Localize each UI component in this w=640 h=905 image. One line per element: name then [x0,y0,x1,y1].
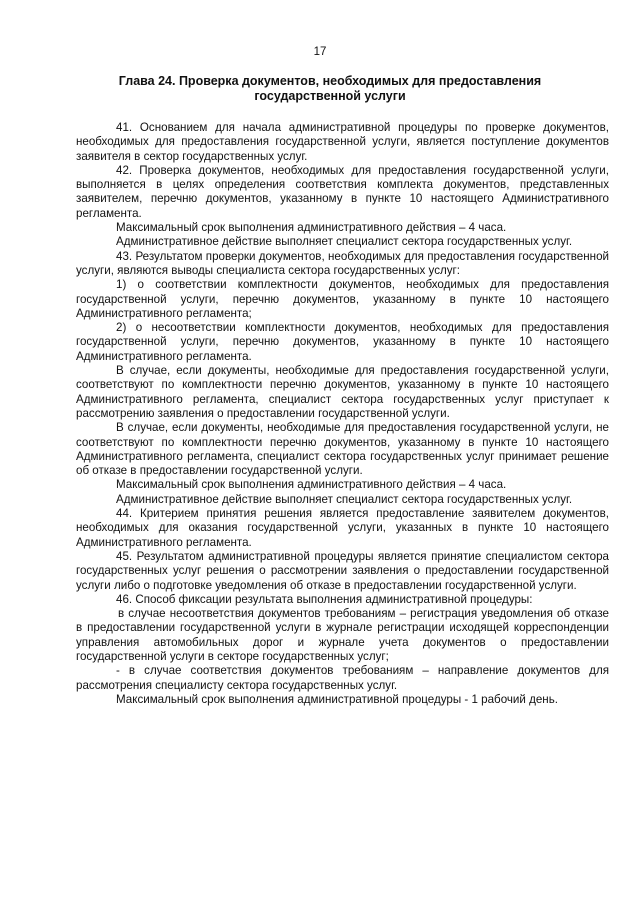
paragraph-46-item-2: - в случае соответствия документов требованиям – направление документов для рассмотрения специалисту сектора государственных услуг. [76,664,609,692]
paragraph-43-item-2: 2) о несоответствии комплектности документов, необходимых для предоставления государственной услуги, перечню документов, указанному в пункте 10 настоящего Административного регламента. [76,321,609,363]
paragraph-43-item-1: 1) о соответствии комплектности документов, необходимых для предоставления государственной услуги, перечню документов, указанному в пункте 10 настоящего Административного регламента; [76,278,609,320]
document-body [76,121,609,707]
paragraph-executor-2: Административное действие выполняет специалист сектора государственных услуг. [116,492,573,506]
paragraph-46: 46. Способ фиксации результата выполнения административной процедуры: [116,592,533,606]
page-number: 17 [313,46,327,58]
paragraph-44: 44. Критерием принятия решения является предоставление заявителем документов, необходимых для оказания государственной услуги, указанных в пункте 10 настоящего Административного регламента. [76,507,609,549]
paragraph-42: 42. Проверка документов, необходимых для предоставления государственной услуги, выполняется в целях определения соответствия комплекта документов, представленных заявителем, перечню документов, указанному в пункте 10 настоящего Административного регламента. [76,163,609,220]
chapter-title-line-2: государственной услуги [254,89,406,103]
chapter-title-line-1: Глава 24. Проверка документов, необходимых для предоставления [118,74,542,88]
paragraph-46-item-1: в случае несоответствия документов требованиям – регистрация уведомления об отказе в предоставлении государственной услуги в журнале регистрации исходящей корреспонденции управления автомобильных дорог и журнале учета документов о предоставлении государственной услуги в секторе государственных услуг; [76,607,609,663]
paragraph-max-time-1: Максимальный срок выполнения административного действия – 4 часа. [116,221,507,235]
paragraph-case-compliant: В случае, если документы, необходимые для предоставления государственной услуги, соответствуют по комплектности перечню документов, указанному в пункте 10 настоящего Административного регламента, специалист сектора государственных услуг приступает к рассмотрению заявления о предоставлении государственной услуги. [76,364,609,420]
paragraph-executor-1: Административное действие выполняет специалист сектора государственных услуг. [116,235,573,249]
paragraph-case-noncompliant: В случае, если документы, необходимые для предоставления государственной услуги, не соответствуют по комплектности перечню документов, указанному в пункте 10 настоящего Административного регламента, специалист сектора государственных услуг принимает решение об отказе в предоставлении государственной услуги. [76,421,609,478]
chapter-title [110,74,550,104]
paragraph-max-time-2: Максимальный срок выполнения административного действия – 4 часа. [116,478,507,492]
paragraph-41: 41. Основанием для начала административной процедуры по проверке документов, необходимых для предоставления государственной услуги, является поступление документов заявителя в сектор государственных услуг. [76,121,609,163]
paragraph-43: 43. Результатом проверки документов, необходимых для предоставления государственной услуги, являются выводы специалиста сектора государственных услуг: [76,249,609,277]
paragraph-45: 45. Результатом административной процедуры является принятие специалистом сектора государственных услуг решения о рассмотрении заявления о предоставлении государственной услуги либо о подготовке уведомления об отказе в предоставлении государственной услуги. [76,549,609,592]
paragraph-max-time-procedure: Максимальный срок выполнения административной процедуры - 1 рабочий день. [116,692,558,706]
